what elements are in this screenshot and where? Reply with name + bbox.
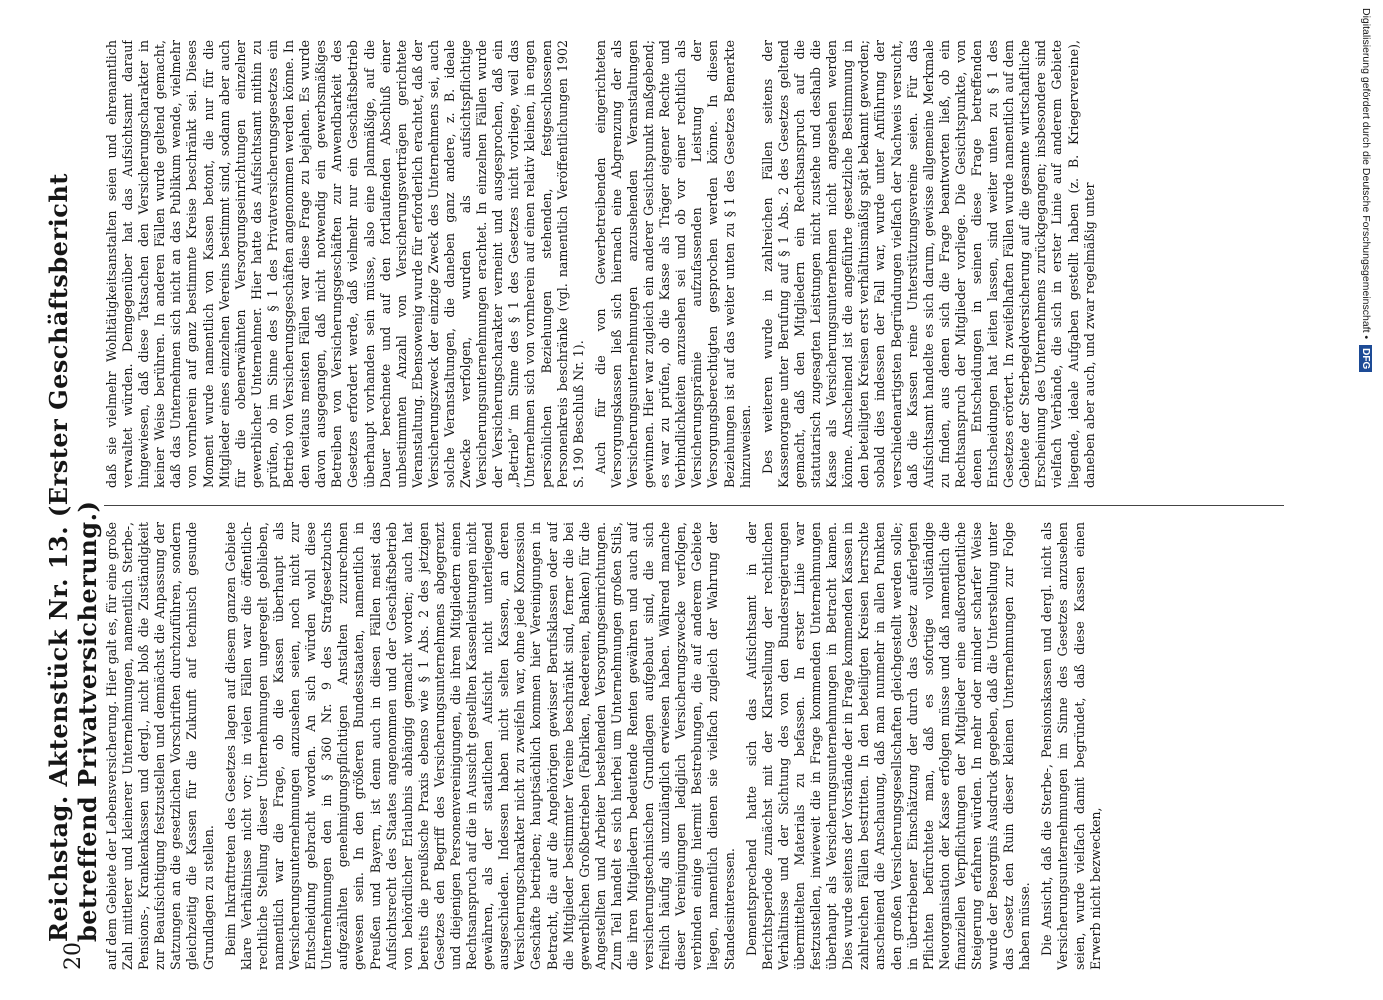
paragraph: Beim Inkrafttreten des Gesetzes lagen auf diesem ganzen Gebiete klare Verhältnisse nicht vor; in vielen Fällen war die öffentlich-rechtliche Stellung dieser Unternehmungen ungeregelt geblieben, namentlich war die Frage, ob die Kassen überhaupt als Versicherungsunternehmungen anzusehen seien, noch nicht zur Entscheidung gebracht worden. An sich würden wohl diese Unternehmungen den in § 360 Nr. 9 des Strafgesetzbuchs aufgezählten genehmigungspflichtigen Anstalten zuzurechnen gewesen sein. In den größeren Bundesstaaten, namentlich in Preußen und Bayern, ist denn auch in diesen Fällen meist das Aufsichtsrecht des Staates angenommen und der Geschäftsbetrieb von behördlicher Erlaubnis abhängig gemacht worden; auch hat bereits die preußische Praxis ebenso wie § 1 Abs. 2 des jetzigen Gesetzes den Begriff des Versicherungsunternehmens abgegrenzt und diejenigen Personenvereinigungen, die ihren Mitgliedern einen Rechtsanspruch auf die in Aussicht gestellten Kassenleistungen nicht gewähren, als der staatlichen Aufsicht nicht unterliegend ausgeschieden. Indessen haben nicht selten Kassen, an deren Versicherungscharakter nicht zu zweifeln war, ohne jede Konzession Geschäfte betrieben; hauptsächlich kommen hier Vereinigungen in Betracht, die auf die Angehörigen gewisser Berufsklassen oder auf die Mitglieder bestimmter Vereine beschränkt sind, ferner die bei gewerblichen Großbetrieben (Fabriken, Reedereien, Banken) für die Angestellten und Arbeiter bestehenden Versorgungseinrichtungen. Zum Teil handelt es sich hierbei um Unternehmungen großen Stils, die ihren Mitgliedern bedeutende Renten gewähren und auch auf versicherungstechnischen Grundlagen aufgebaut sind, die sich freilich häufig als unzulänglich erwiesen haben. Während manche dieser Vereinigungen lediglich Versicherungszwecke verfolgen, verbinden einige hiermit Bestrebungen, die auf anderem Gebiete liegen, namentlich dienen sie vielfach zugleich der Wahrung der Standesinteressen. xyxy=(222,522,737,970)
left-column xyxy=(104,522,1284,970)
dfg-logo: DFG xyxy=(1360,345,1373,372)
paragraph: Dementsprechend hatte sich das Aufsichtsamt in der Berichtsperiode zunächst mit der Klarstellung der rechtlichen Verhältnisse und der Sichtung des von den Bundesregierungen übermittelten Materials zu befassen. In erster Linie war festzustellen, inwieweit die in Frage kommenden Unternehmungen überhaupt als Versicherungsunternehmungen in Betracht kamen. Dies wurde seitens der Vorstände der in Frage kommenden Kassen in zahlreichen Fällen bestritten. In den beteiligten Kreisen herrschte anscheinend die Anschauung, daß man nunmehr in allen Punkten den großen Versicherungsgesellschaften gleichgestellt werden solle; in übertriebener Einschätzung der durch das Gesetz auferlegten Pflichten befürchtete man, daß es sofortige vollständige Neuorganisation der Kasse erfolgen müsse und daß namentlich die finanziellen Verpflichtungen der Mitglieder eine außerordentliche Steigerung erfahren würden. In mehr oder minder scharfer Weise wurde der Besorgnis Ausdruck gegeben, daß die Unterstellung unter das Gesetz den Ruin dieser kleinen Unternehmungen zur Folge haben müsse. xyxy=(743,522,1033,970)
paragraph: Auch für die von Gewerbetreibenden eingerichteten Versorgungskassen ließ sich hiernach eine Abgrenzung der als Versicherungsunternehmungen anzusehenden Veranstaltungen gewinnen. Hier war zugleich ein anderer Gesichtspunkt maßgebend; es war zu prüfen, ob die Kasse als Träger eigener Rechte und Verbindlichkeiten anzusehen sei und ob vor einer rechtlich als Versicherungsprämie aufzufassenden Leistung der Versorgungsberechtigten gesprochen werden könne. In diesen Beziehungen ist auf das weiter unten zu § 1 des Gesetzes Bemerkte hinzuweisen. xyxy=(592,40,753,488)
paragraph: daß sie vielmehr Wohltätigkeitsanstalten seien und ehrenamtlich verwaltet würden. Demgegenüber hat das Aufsichtsamt darauf hingewiesen, daß diese Tatsachen den Versicherungscharakter in keiner Weise berühren. In anderen Fällen wurde geltend gemacht, daß das Unternehmen sich nicht an das Publikum wende, vielmehr von vornherein auf ganz bestimmte Kreise beschränkt sei. Dieses Moment wurde namentlich von Kassen betont, die nur für die Mitglieder eines einzelnen Vereins bestimmt sind, sodann aber auch für die obenerwähnten Versorgungseinrichtungen einzelner gewerblicher Unternehmer. Hier hatte das Aufsichtsamt mithin zu prüfen, ob im Sinne des § 1 des Privatversicherungsgesetzes ein Betrieb von Versicherungsgeschäften angenommen werden könne. In den weitaus meisten Fällen war diese Frage zu bejahen. Es wurde davon ausgegangen, daß nicht notwendig ein gewerbsmäßiges Betreiben von Versicherungsgeschäften zur Anwendbarkeit des Gesetzes erfordert werde, daß vielmehr nur ein Geschäftsbetrieb überhaupt vorhanden sein müsse, also eine planmäßige, auf die Dauer berechnete und auf den fortlaufenden Abschluß einer unbestimmten Anzahl von Versicherungsverträgen gerichtete Veranstaltung. Ebensowenig wurde für erforderlich erachtet, daß der Versicherungszweck der einzige Zweck des Unternehmens sei, auch solche Veranstaltungen, die daneben ganz andere, z. B. ideale Zwecke verfolgen, wurden als aufsichtspflichtige Versicherungsunternehmungen erachtet. In einzelnen Fällen wurde der Versicherungscharakter verneint und ausgesprochen, daß ein „Betrieb“ im Sinne des § 1 des Gesetzes nicht vorliege, weil das Unternehmen sich von vornherein auf einen relativ kleinen, in engen persönlichen Beziehungen stehenden, festgeschlossenen Personenkreis beschränke (vgl. namentlich Veröffentlichungen 1902 S. 190 Beschluß Nr. 1). xyxy=(104,40,586,488)
page-header xyxy=(44,40,102,970)
scanned-page xyxy=(44,40,1350,970)
running-title: Reichstag. Aktenstück Nr. 13. (Erster Geschäftsbericht betreffend Privatversicherung.) xyxy=(44,173,102,942)
digitization-credit xyxy=(1355,8,1377,988)
rotated-page-content xyxy=(44,40,1300,970)
right-column xyxy=(104,40,1284,488)
column-divider xyxy=(104,505,1284,506)
page-number: 20 xyxy=(60,942,86,970)
digitization-credit-text: Digitalisierung gefördert durch die Deutsche Forschungsgemeinschaft • xyxy=(1360,8,1372,340)
paragraph: Des weiteren wurde in zahlreichen Fällen seitens der Kassenorgane unter Berufung auf § 1 Abs. 2 des Gesetzes geltend gemacht, daß den Mitgliedern ein Rechtsanspruch auf die statutarisch zugesagten Leistungen nicht zustehe und deshalb die Kasse als Versicherungsunternehmen nicht angesehen werden könne. Anscheinend ist die angeführte gesetzliche Bestimmung in den beteiligten Kreisen erst verhältnismäßig spät bekannt geworden; sobald dies indessen der Fall war, wurde unter Anführung der verschiedenartigsten Begründungen vielfach der Nachweis versucht, daß die Kassen reine Unterstützungsvereine seien. Für das Aufsichtsamt handelte es sich darum, gewisse allgemeine Merkmale zu finden, aus denen sich die Frage beantworten ließ, ob ein Rechtsanspruch der Mitglieder vorliege. Die Gesichtspunkte, von denen Entscheidungen in seinen diese Frage betreffenden Entscheidungen hat leiten lassen, sind weiter unten zu § 1 des Gesetzes erörtert. In zweifelhaften Fällen wurde namentlich auf dem Gebiete der Sterbegeldversicherung auf die gesamte wirtschaftliche Erscheinung des Unternehmens zurückgegangen; insbesondere sind vielfach Verbände, die sich in erster Linie auf anderem Gebiete liegende, ideale Aufgaben gestellt haben (z. B. Kriegervereine), daneben aber auch, und zwar regelmäßig unter xyxy=(759,40,1097,488)
paragraph: auf dem Gebiete der Lebensversicherung. Hier galt es, für eine große Zahl mittlerer und kleinerer Unternehmungen, namentlich Sterbe-, Pensions-, Krankenkassen und dergl., nicht bloß die Zuständigkeit zur Beaufsichtigung festzustellen und demnächst die Anpassung der Satzungen an die gesetzlichen Vorschriften durchzuführen, sondern gleichzeitig die Kassen für die Zukunft auf technisch gesunde Grundlagen zu stellen. xyxy=(104,522,216,970)
paragraph: Die Ansicht, daß die Sterbe-, Pensionskassen und dergl. nicht als Versicherungsunternehmungen im Sinne des Gesetzes anzusehen seien, wurde vielfach damit begründet, daß diese Kassen einen Erwerb nicht bezwecken, xyxy=(1039,522,1103,970)
